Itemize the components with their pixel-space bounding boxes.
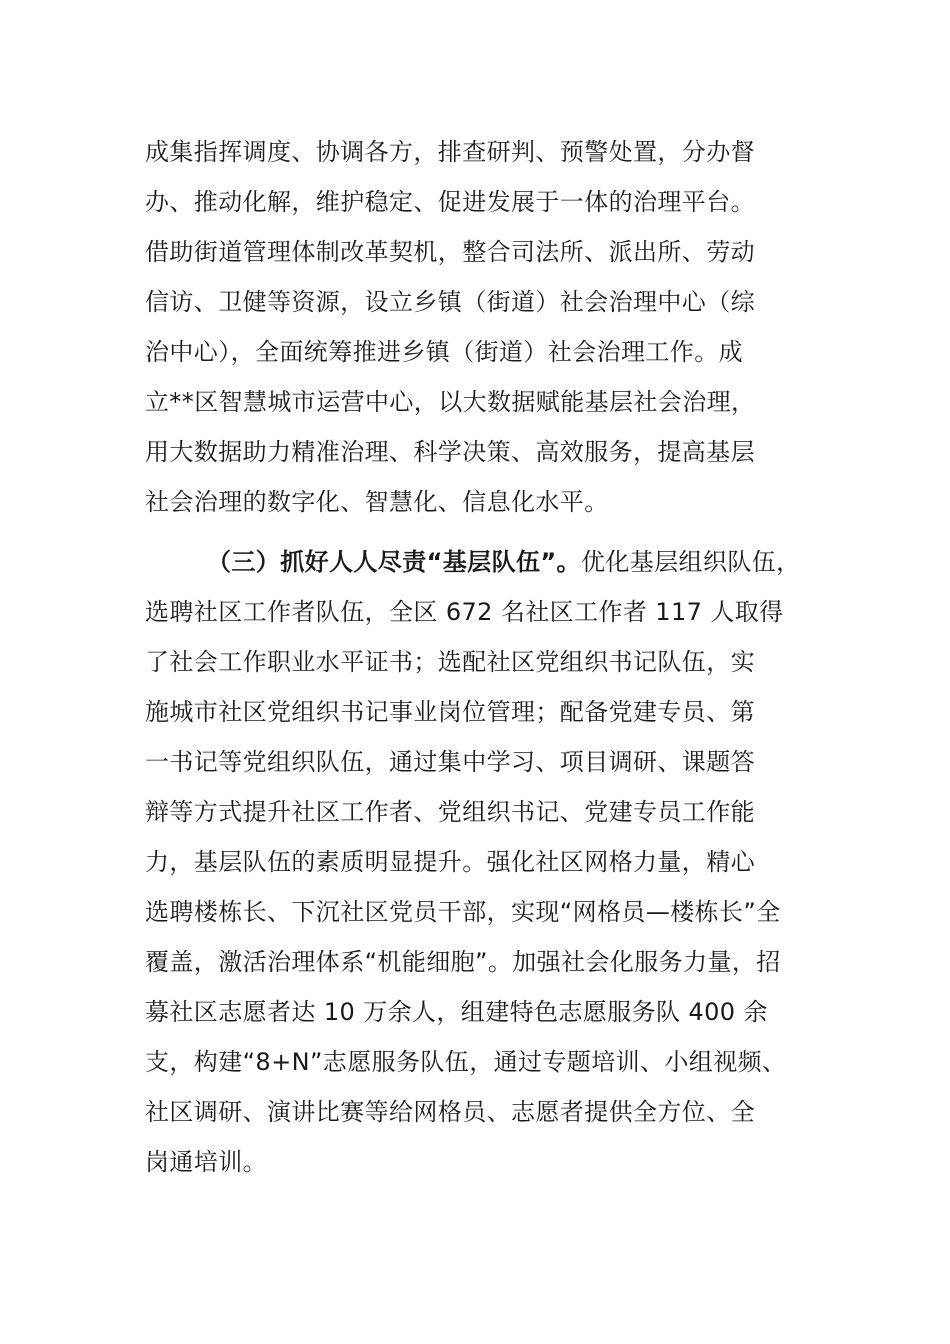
text-line: 选聘社区工作者队伍，全区 672 名社区工作者 117 人取得 xyxy=(145,598,784,626)
text-line: 治中心），全面统筹推进乡镇（街道）社会治理工作。成 xyxy=(145,338,743,366)
text-line: 一书记等党组织队伍，通过集中学习、项目调研、课题答 xyxy=(145,748,755,776)
text-line: 办、推动化解，维护稳定、促进发展于一体的治理平台。 xyxy=(145,188,755,216)
text-line: 借助街道管理体制改革契机，整合司法所、派出所、劳动 xyxy=(145,238,755,266)
paragraph-2 xyxy=(145,537,825,1187)
text-line: 力，基层队伍的素质明显提升。强化社区网格力量，精心 xyxy=(145,848,755,876)
text-line: 社区调研、演讲比赛等给网格员、志愿者提供全方位、全 xyxy=(145,1098,755,1126)
text-line: 用大数据助力精准治理、科学决策、高效服务，提高基层 xyxy=(145,438,755,466)
text-line: 了社会工作职业水平证书；选配社区党组织书记队伍，实 xyxy=(145,648,755,676)
text-line: 信访、卫健等资源，设立乡镇（街道）社会治理中心（综 xyxy=(145,288,755,316)
text-run: 优化基层组织队伍， xyxy=(580,548,801,576)
section-heading: （三）抓好人人尽责“基层队伍”。 xyxy=(207,548,581,576)
paragraph-1 xyxy=(145,127,825,527)
text-line: 覆盖，激活治理体系“机能细胞”。加强社会化服务力量，招 xyxy=(145,948,781,976)
text-line: 施城市社区党组织书记事业岗位管理；配备党建专员、第 xyxy=(145,698,755,726)
text-line: 支，构建“8+N”志愿服务队伍，通过专题培训、小组视频、 xyxy=(145,1048,787,1076)
text-line: 辩等方式提升社区工作者、党组织书记、党建专员工作能 xyxy=(145,798,755,826)
text-line: 立**区智慧城市运营中心，以大数据赋能基层社会治理， xyxy=(145,388,756,416)
paragraph-first-line xyxy=(145,537,825,587)
text-line: 社会治理的数字化、智慧化、信息化水平。 xyxy=(145,488,609,516)
text-line: 成集指挥调度、协调各方，排查研判、预警处置，分办督 xyxy=(145,138,755,166)
text-line: 岗通培训。 xyxy=(145,1148,267,1176)
text-line: 募社区志愿者达 10 万余人，组建特色志愿服务队 400 余 xyxy=(145,998,768,1026)
text-line: 选聘楼栋长、下沉社区党员干部，实现“网格员—楼栋长”全 xyxy=(145,898,781,926)
